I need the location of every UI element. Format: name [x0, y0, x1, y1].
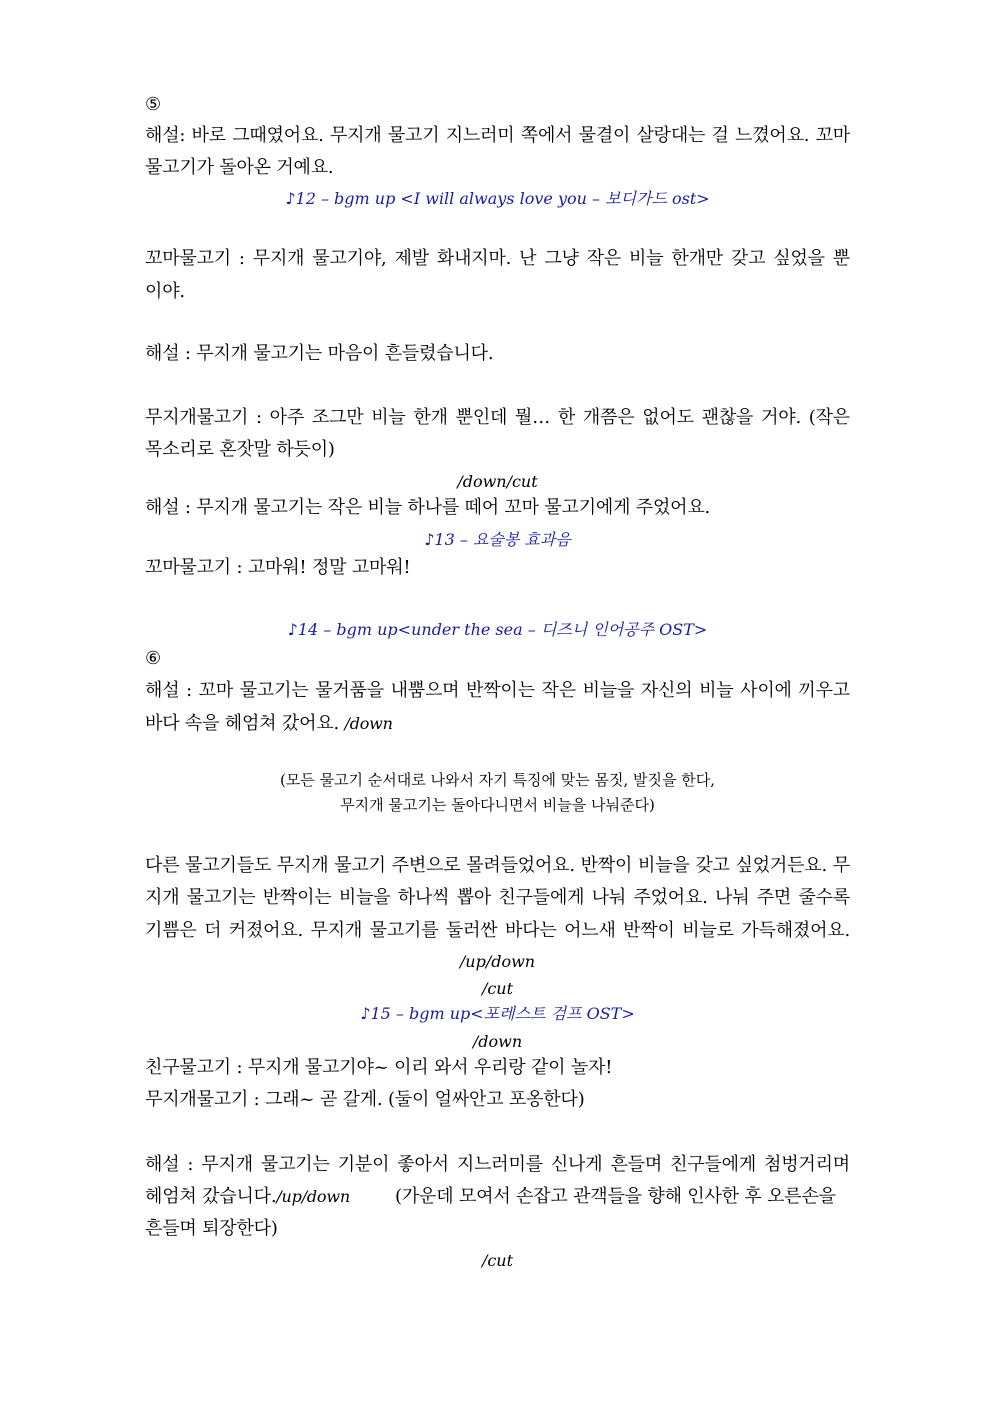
narration-line: 기쁨은 더 커졌어요. 무지개 물고기를 둘러싼 바다는 어느새 반짝이 비늘로 가득해졌어요. — [145, 920, 850, 941]
narration-line: 해설 : 무지개 물고기는 마음이 흔들렸습니다. — [145, 343, 494, 364]
narration-line: 물고기가 돌아온 거예요. — [145, 157, 334, 178]
narration-line: 해설 : 꼬마 물고기는 물거품을 내뿜으며 반짝이는 작은 비늘을 자신의 비늘 사이에 끼우고 — [145, 680, 850, 701]
cue-down-cut: /down/cut — [457, 472, 538, 491]
dialogue-line: 꼬마물고기 : 고마워! 정말 고마워! — [145, 557, 411, 578]
music-cue-13: ♪13 – 요술봉 효과음 — [424, 530, 571, 549]
narration-line — [145, 1186, 850, 1208]
narration-text: 헤엄쳐 갔습니다. — [145, 1186, 277, 1207]
section-5-marker: ⑤ — [145, 94, 161, 115]
cue-up-down: /up/down — [459, 952, 536, 971]
narration-line: 해설 : 무지개 물고기는 작은 비늘 하나를 떼어 꼬마 물고기에게 주었어요. — [145, 497, 711, 518]
dialogue-line: 무지개물고기 : 그래~ 곧 갈게. (둘이 얼싸안고 포옹한다) — [145, 1089, 585, 1110]
narration-line: 해설: 바로 그때였어요. 무지개 물고기 지느러미 쪽에서 물결이 살랑대는 걸 느꼈어요. 꼬마 — [145, 125, 850, 146]
music-cue-15: ♪15 – bgm up<포레스트 검프 OST> — [360, 1004, 635, 1023]
dialogue-line: 이야. — [145, 281, 185, 302]
stage-direction: (가운데 모여서 손잡고 관객들을 향해 인사한 후 오른손을 — [395, 1186, 836, 1207]
cue-cut: /cut — [481, 979, 514, 998]
dialogue-line: 친구물고기 : 무지개 물고기야~ 이리 와서 우리랑 같이 놀자! — [145, 1057, 613, 1078]
cue-cut: /cut — [481, 1251, 514, 1270]
stage-direction: 무지개 물고기는 돌아다니면서 비늘을 나눠준다) — [340, 796, 655, 814]
narration-line: 지개 물고기는 반짝이는 비늘을 하나씩 뽑아 친구들에게 나눠 주었어요. 나눠 주면 줄수록 — [145, 887, 850, 908]
music-cue-14: ♪14 – bgm up<under the sea – 디즈니 인어공주 OST> — [287, 620, 708, 639]
narration-line — [145, 713, 850, 735]
music-cue-12: ♪12 – bgm up <I will always love you – 보디가드 ost> — [285, 189, 710, 208]
section-6-marker: ⑥ — [145, 648, 161, 669]
narration-line: 흔들며 퇴장한다) — [145, 1218, 278, 1239]
dialogue-line: 무지개물고기 : 아주 조그만 비늘 한개 뿐인데 뭘… 한 개쯤은 없어도 괜찮을 거야. (작은 — [145, 407, 850, 428]
cue-down: /down — [344, 714, 393, 733]
cue-down: /down — [472, 1032, 523, 1051]
narration-line: 해설 : 무지개 물고기는 기분이 좋아서 지느러미를 신나게 흔들며 친구들에게 첨벙거리며 — [145, 1154, 850, 1175]
dialogue-line: 꼬마물고기 : 무지개 물고기야, 제발 화내지마. 난 그냥 작은 비늘 한개만 갖고 싶었을 뿐 — [145, 248, 851, 269]
narration-line: 다른 물고기들도 무지개 물고기 주변으로 몰려들었어요. 반짝이 비늘을 갖고 싶었거든요. 무 — [145, 855, 850, 876]
dialogue-line: 목소리로 혼잣말 하듯이) — [145, 439, 335, 460]
stage-direction: (모든 물고기 순서대로 나와서 자기 특징에 맞는 몸짓, 발짓을 한다, — [279, 771, 716, 789]
cue-up-down: /up/down — [276, 1187, 350, 1206]
narration-text: 바다 속을 헤엄쳐 갔어요. — [145, 713, 339, 734]
